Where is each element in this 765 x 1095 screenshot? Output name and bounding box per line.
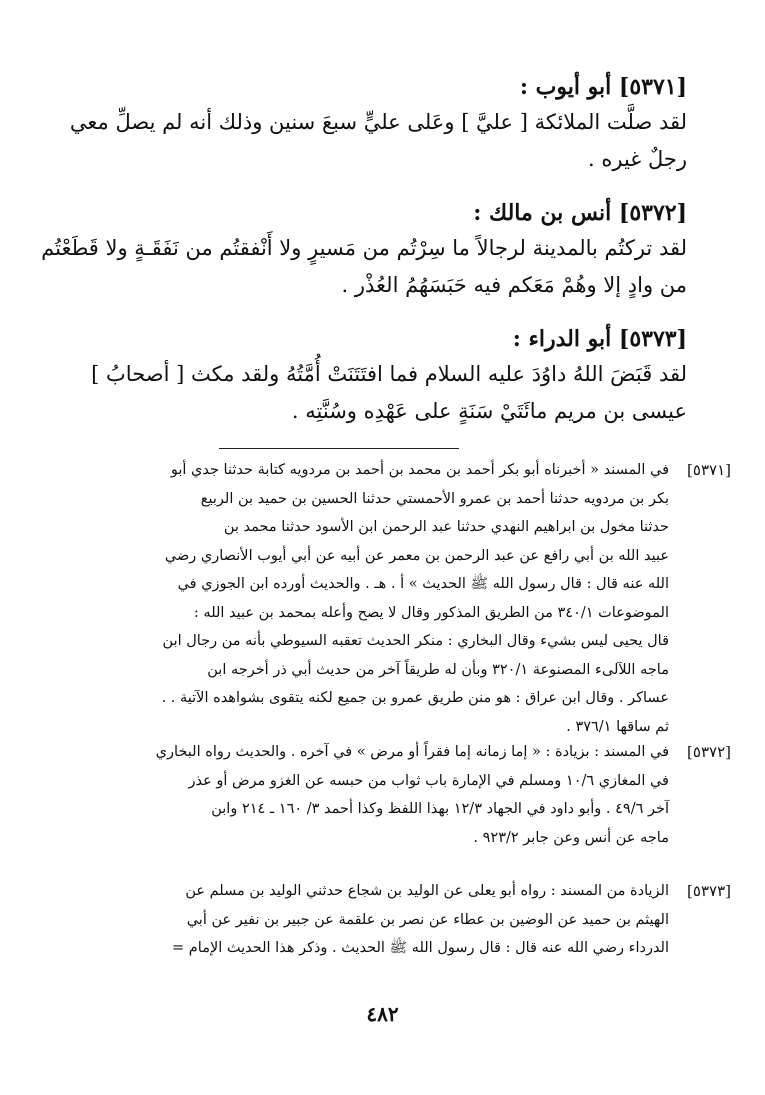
footnote-line: الله عنه قال : قال رسول الله ﷺ الحديث » أ . هـ . والحديث أورده ابن الجوزي في: [177, 576, 669, 592]
footnote-line: في المغازي ١٠/٦ ومسلم في الإمارة باب ثواب من حبسه عن الغزو مرض أو عذر: [188, 772, 669, 789]
footnote-text: [40, 456, 669, 741]
footnote-line: قال يحيى ليس بشيء وقال البخاري : منكر الحديث تعقبه السيوطي بأنه من رجال ابن: [162, 633, 669, 649]
footnote-line: ماجه اللآلىء المصنوعة ٣٢٠/١ وبأن له طريقاً آخر من حديث أبي ذر أخرجه ابن: [207, 661, 669, 678]
footnote-5373: [40, 877, 731, 963]
footnote-line: ماجه عن أنس وعن جابر ٩٢٣/٢ .: [473, 829, 669, 846]
entry-5372: [40, 196, 687, 304]
footnote-line: حدثنا مخول بن ابراهيم النهدي حدثنا عبد الرحمن ابن الأسود حدثنا محمد بن: [223, 519, 669, 535]
footnote-line: في المسند : بزيادة : « إما زمانه إما فقراً أو مرض » في آخره . والحديث رواه البخاري: [155, 744, 669, 760]
entry-text: [40, 356, 687, 430]
entry-5373: [40, 322, 687, 430]
footnote-text: [40, 738, 669, 852]
entry-text: [40, 230, 687, 304]
footnote-line: عساكر . وقال ابن عراق : هو منن طريق عمرو بن جميع لكنه يتقوى بشواهده الآتية . .: [161, 690, 669, 706]
entry-line: رجلٌ غيره .: [588, 147, 687, 171]
footnote-line: عبيد الله بن أبي رافع عن عبد الرحمن بن معمر عن أبيه عن أبي أيوب الأنصاري رضي: [164, 547, 669, 564]
footnote-line: ثم ساقها ٣٧٦/١ .: [566, 718, 669, 735]
footnote-line: بكر بن مردويه حدثنا أحمد بن عمرو الأحمستي حدثنا الحسين بن حميد بن الربيع: [200, 490, 669, 507]
footnote-5371: [40, 456, 731, 741]
footnote-number: [٥٣٧١]: [687, 461, 731, 479]
footnote-text: [40, 877, 669, 963]
footnote-divider: [219, 448, 459, 449]
footnote-line: آخر ٤٩/٦ . وأبو داود في الجهاد ١٢/٣ بهذا اللفظ وكذا أحمد ٣/ ١٦٠ ـ ٢١٤ وابن: [211, 801, 669, 817]
entry-text: [40, 104, 687, 178]
entry-line: من وادٍ إلا وهُمْ مَعَكم فيه حَبَسَهُمُ العُذْر .: [341, 273, 687, 297]
entry-line: لقد تركتُم بالمدينة لرجالاً ما سِرْتُم من مَسيرٍ ولا أَنْفقتُم من نَفَقَـةٍ ولا قَطَعْتُم: [41, 236, 687, 260]
entry-heading: [٥٣٧٣] أبو الدراء :: [512, 326, 687, 352]
page-number: ٤٨٢: [366, 1002, 399, 1026]
footnote-number: [٥٣٧٣]: [687, 882, 731, 900]
entry-line: لقد قَبَضَ اللهُ داوُدَ عليه السلام فما افتَتَنَتْ أُمَّتُهُ ولقد مكث [ أصحابُ ]: [91, 362, 687, 386]
entry-heading: [٥٣٧٢] أنس بن مالك :: [473, 200, 687, 226]
footnote-5372: [40, 738, 731, 852]
footnote-line: الدرداء رضي الله عنه قال : قال رسول الله ﷺ الحديث . وذكر هذا الحديث الإمام =: [172, 940, 669, 956]
footnote-number: [٥٣٧٢]: [687, 743, 731, 761]
footnote-line: الموضوعات ٣٤٠/١ من الطريق المذكور وقال لا يصح وأعله بمحمد بن عبيد الله :: [193, 604, 669, 621]
entry-line: عيسى بن مريم مائَتَيْ سَنَةٍ على عَهْدِه وسُنَّتِه .: [291, 399, 687, 423]
entry-line: لقد صلَّت الملائكة [ عليَّ ] وعَلى عليٍّ سبعَ سنين وذلك أنه لم يصلِّ معي: [69, 110, 687, 134]
footnote-line: في المسند « أخبرناه أبو بكر أحمد بن محمد بن أحمد بن مردويه كتابة حدثنا جدي أبو: [170, 462, 669, 478]
footnote-line: الهيثم بن حميد عن الوضين بن عطاء عن نصر بن علقمة عن جبير بن نفير عن أبي: [186, 911, 669, 928]
entry-5371: [40, 70, 687, 178]
entry-heading: [٥٣٧١] أبو أيوب :: [519, 74, 687, 100]
footnote-line: الزيادة من المسند : رواه أبو يعلى عن الوليد بن شجاع حدثني الوليد بن مسلم عن: [185, 883, 669, 899]
